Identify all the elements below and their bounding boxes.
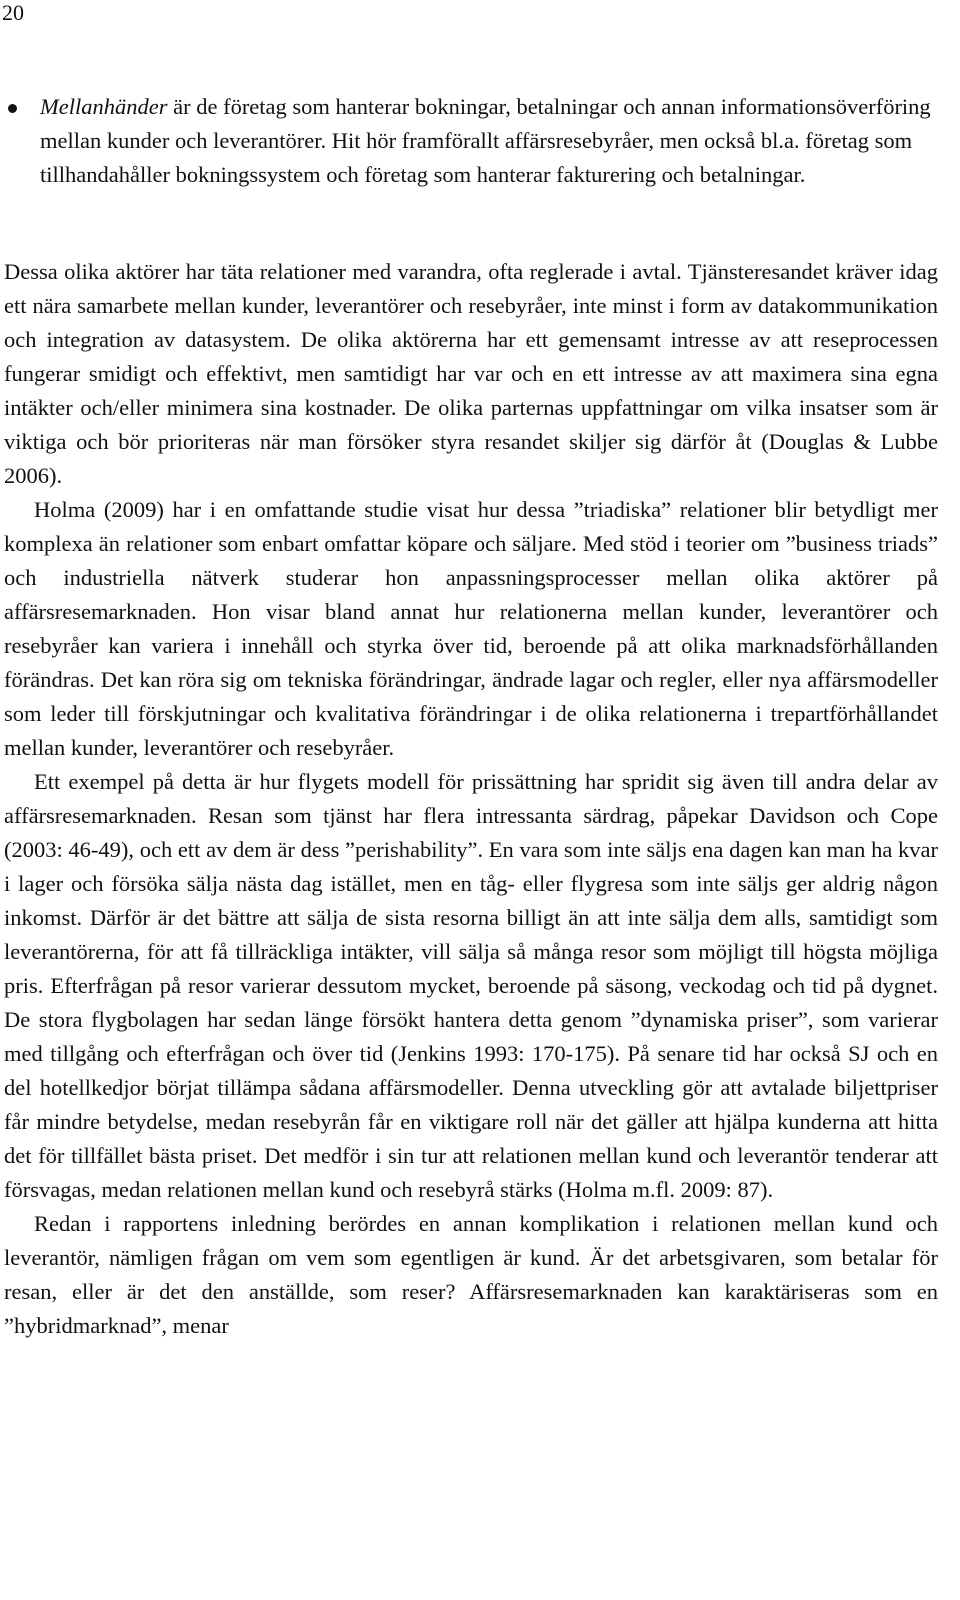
bullet-text: är de företag som hanterar bokningar, betalningar och annan informationsöverföring mellan kunder och leverantörer. Hit hör framförallt affärsresebyråer, men också bl.a. företag som tillhandahåller bokningssystem och företag som hanterar fakturering och betalningar.	[40, 94, 931, 187]
body-text	[4, 255, 938, 1343]
bullet-list	[0, 90, 940, 192]
bullet-term: Mellanhänder	[40, 94, 168, 119]
bullet-dot-icon	[8, 104, 17, 113]
bullet-item-mellanhander	[0, 90, 940, 192]
paragraph-pricing-example: Ett exempel på detta är hur flygets modell för prissättning har spridit sig även till andra delar av affärsresemarknaden. Resan som tjänst har flera intressanta särdrag, påpekar Davidson och Cope (2003: 46-49), och ett av dem är dess ”perishability”. En vara som inte säljs ena dagen kan man ha kvar i lager och försöka sälja nästa dag istället, men en tåg- eller flygresa som inte säljs ger aldrig någon inkomst. Därför är det bättre att sälja de sista resorna billigt än att inte sälja dem alls, samtidigt som leverantörerna, för att få tillräckliga intäkter, vill sälja så många resor som möjligt till högsta möjliga pris. Efterfrågan på resor varierar dessutom mycket, beroende på säsong, veckodag och tid på dygnet. De stora flygbolagen har sedan länge försökt hantera detta genom ”dynamiska priser”, som varierar med tillgång och efterfrågan och över tid (Jenkins 1993: 170-175). På senare tid har också SJ och en del hotellkedjor börjat tillämpa sådana affärsmodeller. Denna utveckling gör att avtalade biljettpriser får mindre betydelse, medan resebyrån får en viktigare roll när det gäller att hjälpa kunderna att hitta det för tillfället bästa priset. Det medför i sin tur att relationen mellan kund och leverantör tenderar att försvagas, medan relationen mellan kund och resebyrå stärks (Holma m.fl. 2009: 87).	[4, 769, 938, 1202]
page-number: 20	[2, 0, 24, 25]
paragraph-actors: Dessa olika aktörer har täta relationer med varandra, ofta reglerade i avtal. Tjänsteresandet kräver idag ett nära samarbete mellan kunder, leverantörer och resebyråer, inte minst i form av datakommunikation och integration av datasystem. De olika aktörerna har ett gemensamt intresse av att reseprocessen fungerar smidigt och effektivt, men samtidigt har var och en ett intresse av att maximera sina egna intäkter och/eller minimera sina kostnader. De olika parternas uppfattningar om vilka insatser som är viktiga och bör prioriteras när man försöker styra resandet skiljer sig därför åt (Douglas & Lubbe 2006).	[4, 259, 938, 488]
paragraph-customer-question: Redan i rapportens inledning berördes en annan komplikation i relationen mellan kund och leverantör, nämligen frågan om vem som egentligen är kund. Är det arbetsgivaren, som betalar för resan, eller är det den anställde, som reser? Affärsresemarknaden kan karaktäriseras som en ”hybridmarknad”, menar	[4, 1211, 938, 1338]
paragraph-holma: Holma (2009) har i en omfattande studie visat hur dessa ”triadiska” relationer blir betydligt mer komplexa än relationer som enbart omfattar köpare och säljare. Med stöd i teorier om ”business triads” och industriella nätverk studerar hon anpassningsprocesser mellan olika aktörer på affärsresemarknaden. Hon visar bland annat hur relationerna mellan kunder, leverantörer och resebyråer kan variera i innehåll och styrka över tid, beroende på att olika marknadsförhållanden förändras. Det kan röra sig om tekniska förändringar, ändrade lagar och regler, eller nya affärsmodeller som leder till förskjutningar och kvalitativa förändringar i de olika relationerna i trepartförhållandet mellan kunder, leverantörer och resebyråer.	[4, 497, 938, 760]
